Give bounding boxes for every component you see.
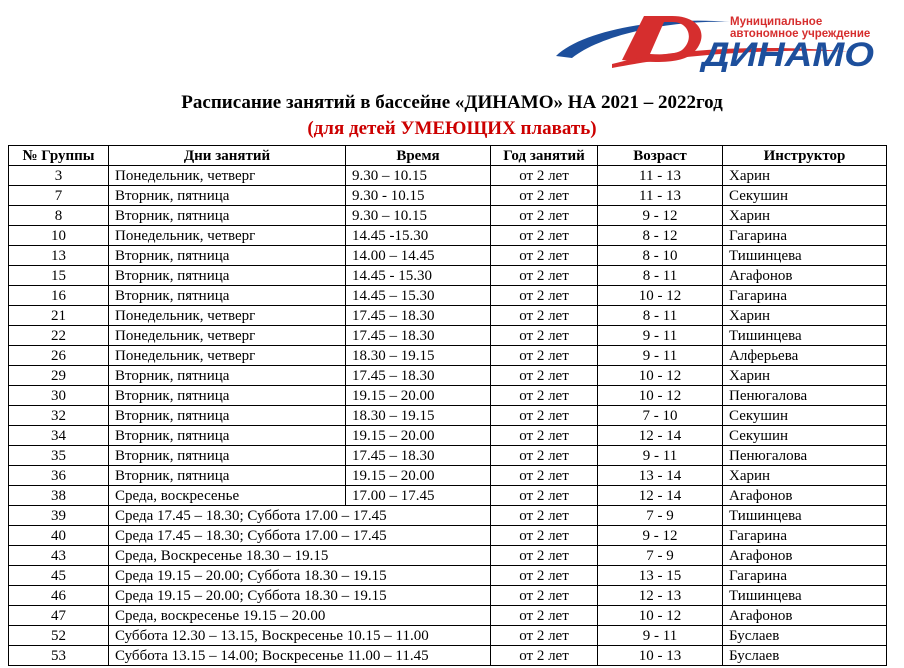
table-row xyxy=(9,506,887,526)
cell-age: 7 - 10 xyxy=(598,406,723,426)
cell-instructor: Харин xyxy=(723,206,887,226)
table-row xyxy=(9,346,887,366)
cell-instructor: Секушин xyxy=(723,186,887,206)
cell-instructor: Харин xyxy=(723,366,887,386)
cell-age: 9 - 12 xyxy=(598,526,723,546)
cell-time: 17.45 – 18.30 xyxy=(346,446,491,466)
cell-days: Вторник, пятница xyxy=(109,206,346,226)
cell-group: 53 xyxy=(9,646,109,666)
cell-time: 14.45 - 15.30 xyxy=(346,266,491,286)
cell-year: от 2 лет xyxy=(491,406,598,426)
cell-age: 8 - 11 xyxy=(598,266,723,286)
table-row xyxy=(9,546,887,566)
cell-age: 9 - 11 xyxy=(598,626,723,646)
cell-age: 10 - 12 xyxy=(598,606,723,626)
cell-instructor: Буслаев xyxy=(723,626,887,646)
table-row xyxy=(9,366,887,386)
cell-days: Вторник, пятница xyxy=(109,446,346,466)
table-row xyxy=(9,446,887,466)
dinamo-logo-graphic xyxy=(552,8,882,72)
cell-instructor: Агафонов xyxy=(723,486,887,506)
cell-group: 34 xyxy=(9,426,109,446)
cell-group: 16 xyxy=(9,286,109,306)
table-row xyxy=(9,326,887,346)
cell-time: 17.45 – 18.30 xyxy=(346,306,491,326)
cell-year: от 2 лет xyxy=(491,246,598,266)
cell-group: 47 xyxy=(9,606,109,626)
table-row xyxy=(9,626,887,646)
column-header-days: Дни занятий xyxy=(109,146,346,166)
cell-days: Вторник, пятница xyxy=(109,466,346,486)
cell-year: от 2 лет xyxy=(491,266,598,286)
cell-age: 9 - 11 xyxy=(598,346,723,366)
cell-instructor: Секушин xyxy=(723,406,887,426)
table-row xyxy=(9,386,887,406)
cell-age: 8 - 10 xyxy=(598,246,723,266)
cell-instructor: Секушин xyxy=(723,426,887,446)
cell-year: от 2 лет xyxy=(491,546,598,566)
cell-age: 12 - 14 xyxy=(598,486,723,506)
cell-instructor: Тишинцева xyxy=(723,326,887,346)
cell-group: 46 xyxy=(9,586,109,606)
cell-group: 3 xyxy=(9,166,109,186)
cell-group: 32 xyxy=(9,406,109,426)
cell-instructor: Гагарина xyxy=(723,226,887,246)
cell-days: Понедельник, четверг xyxy=(109,326,346,346)
cell-days: Среда 17.45 – 18.30; Суббота 17.00 – 17.45 xyxy=(109,526,491,546)
cell-days: Вторник, пятница xyxy=(109,366,346,386)
cell-year: от 2 лет xyxy=(491,586,598,606)
cell-days: Вторник, пятница xyxy=(109,426,346,446)
cell-year: от 2 лет xyxy=(491,386,598,406)
cell-days: Суббота 12.30 – 13.15, Воскресенье 10.15 – 11.00 xyxy=(109,626,491,646)
cell-year: от 2 лет xyxy=(491,606,598,626)
cell-time: 19.15 – 20.00 xyxy=(346,426,491,446)
cell-days: Среда 19.15 – 20.00; Суббота 18.30 – 19.15 xyxy=(109,566,491,586)
table-row xyxy=(9,226,887,246)
cell-instructor: Пенюгалова xyxy=(723,386,887,406)
table-row xyxy=(9,586,887,606)
cell-age: 9 - 11 xyxy=(598,446,723,466)
cell-instructor: Тишинцева xyxy=(723,246,887,266)
cell-group: 8 xyxy=(9,206,109,226)
cell-days: Суббота 13.15 – 14.00; Воскресенье 11.00 – 11.45 xyxy=(109,646,491,666)
cell-group: 45 xyxy=(9,566,109,586)
logo-org-line1: Муниципальное xyxy=(730,16,823,28)
logo-org-line2: автономное учреждение xyxy=(730,28,871,40)
column-header-year: Год занятий xyxy=(491,146,598,166)
cell-days: Вторник, пятница xyxy=(109,406,346,426)
cell-days: Понедельник, четверг xyxy=(109,226,346,246)
cell-time: 17.45 – 18.30 xyxy=(346,366,491,386)
cell-instructor: Алферьева xyxy=(723,346,887,366)
cell-age: 13 - 14 xyxy=(598,466,723,486)
cell-time: 19.15 – 20.00 xyxy=(346,386,491,406)
logo-name: ДИНАМО xyxy=(698,36,874,72)
cell-instructor: Гагарина xyxy=(723,566,887,586)
cell-group: 30 xyxy=(9,386,109,406)
cell-time: 17.00 – 17.45 xyxy=(346,486,491,506)
column-header-group: № Группы xyxy=(9,146,109,166)
cell-days: Вторник, пятница xyxy=(109,266,346,286)
cell-days: Вторник, пятница xyxy=(109,246,346,266)
cell-instructor: Тишинцева xyxy=(723,506,887,526)
cell-time: 18.30 – 19.15 xyxy=(346,346,491,366)
cell-instructor: Пенюгалова xyxy=(723,446,887,466)
cell-age: 13 - 15 xyxy=(598,566,723,586)
cell-days: Среда, Воскресенье 18.30 – 19.15 xyxy=(109,546,491,566)
cell-days: Понедельник, четверг xyxy=(109,306,346,326)
table-row xyxy=(9,286,887,306)
cell-group: 29 xyxy=(9,366,109,386)
table-header-row xyxy=(9,146,887,166)
cell-year: от 2 лет xyxy=(491,186,598,206)
cell-group: 26 xyxy=(9,346,109,366)
schedule-table xyxy=(8,145,887,666)
table-row xyxy=(9,486,887,506)
cell-instructor: Тишинцева xyxy=(723,586,887,606)
cell-year: от 2 лет xyxy=(491,626,598,646)
cell-year: от 2 лет xyxy=(491,206,598,226)
table-row xyxy=(9,566,887,586)
cell-year: от 2 лет xyxy=(491,466,598,486)
cell-time: 9.30 – 10.15 xyxy=(346,166,491,186)
cell-time: 9.30 – 10.15 xyxy=(346,206,491,226)
cell-year: от 2 лет xyxy=(491,446,598,466)
cell-year: от 2 лет xyxy=(491,566,598,586)
cell-year: от 2 лет xyxy=(491,306,598,326)
table-row xyxy=(9,186,887,206)
cell-time: 18.30 – 19.15 xyxy=(346,406,491,426)
cell-days: Понедельник, четверг xyxy=(109,166,346,186)
table-row xyxy=(9,166,887,186)
cell-time: 14.00 – 14.45 xyxy=(346,246,491,266)
cell-age: 11 - 13 xyxy=(598,166,723,186)
cell-days: Вторник, пятница xyxy=(109,386,346,406)
cell-year: от 2 лет xyxy=(491,646,598,666)
cell-group: 52 xyxy=(9,626,109,646)
cell-group: 35 xyxy=(9,446,109,466)
page-title: Расписание занятий в бассейне «ДИНАМО» НА 2021 – 2022год xyxy=(181,92,723,113)
column-header-time: Время xyxy=(346,146,491,166)
cell-days: Среда 19.15 – 20.00; Суббота 18.30 – 19.15 xyxy=(109,586,491,606)
dinamo-logo xyxy=(552,8,882,72)
cell-instructor: Харин xyxy=(723,166,887,186)
cell-days: Вторник, пятница xyxy=(109,286,346,306)
cell-age: 12 - 13 xyxy=(598,586,723,606)
cell-age: 10 - 13 xyxy=(598,646,723,666)
cell-age: 9 - 12 xyxy=(598,206,723,226)
table-row xyxy=(9,266,887,286)
cell-time: 14.45 – 15.30 xyxy=(346,286,491,306)
cell-instructor: Агафонов xyxy=(723,546,887,566)
cell-time: 9.30 - 10.15 xyxy=(346,186,491,206)
table-row xyxy=(9,406,887,426)
cell-instructor: Харин xyxy=(723,466,887,486)
table-row xyxy=(9,246,887,266)
cell-age: 8 - 11 xyxy=(598,306,723,326)
cell-group: 22 xyxy=(9,326,109,346)
table-row xyxy=(9,306,887,326)
cell-age: 7 - 9 xyxy=(598,546,723,566)
cell-instructor: Харин xyxy=(723,306,887,326)
cell-group: 13 xyxy=(9,246,109,266)
column-header-instructor: Инструктор xyxy=(723,146,887,166)
cell-instructor: Гагарина xyxy=(723,526,887,546)
cell-year: от 2 лет xyxy=(491,346,598,366)
cell-time: 17.45 – 18.30 xyxy=(346,326,491,346)
table-row xyxy=(9,206,887,226)
cell-group: 15 xyxy=(9,266,109,286)
cell-group: 7 xyxy=(9,186,109,206)
cell-group: 36 xyxy=(9,466,109,486)
cell-year: от 2 лет xyxy=(491,166,598,186)
cell-age: 10 - 12 xyxy=(598,366,723,386)
cell-year: от 2 лет xyxy=(491,426,598,446)
cell-group: 38 xyxy=(9,486,109,506)
cell-group: 21 xyxy=(9,306,109,326)
cell-group: 39 xyxy=(9,506,109,526)
cell-days: Среда 17.45 – 18.30; Суббота 17.00 – 17.45 xyxy=(109,506,491,526)
table-row xyxy=(9,526,887,546)
cell-group: 10 xyxy=(9,226,109,246)
cell-year: от 2 лет xyxy=(491,526,598,546)
table-row xyxy=(9,466,887,486)
cell-year: от 2 лет xyxy=(491,366,598,386)
cell-year: от 2 лет xyxy=(491,486,598,506)
page-subtitle: (для детей УМЕЮЩИХ плавать) xyxy=(307,118,597,139)
cell-time: 14.45 -15.30 xyxy=(346,226,491,246)
schedule-body xyxy=(9,166,887,666)
cell-days: Вторник, пятница xyxy=(109,186,346,206)
cell-days: Среда, воскресенье 19.15 – 20.00 xyxy=(109,606,491,626)
cell-group: 40 xyxy=(9,526,109,546)
table-row xyxy=(9,426,887,446)
cell-age: 8 - 12 xyxy=(598,226,723,246)
cell-age: 10 - 12 xyxy=(598,286,723,306)
cell-days: Понедельник, четверг xyxy=(109,346,346,366)
cell-year: от 2 лет xyxy=(491,226,598,246)
table-row xyxy=(9,606,887,626)
cell-time: 19.15 – 20.00 xyxy=(346,466,491,486)
column-header-age: Возраст xyxy=(598,146,723,166)
cell-age: 9 - 11 xyxy=(598,326,723,346)
cell-instructor: Агафонов xyxy=(723,606,887,626)
cell-group: 43 xyxy=(9,546,109,566)
cell-year: от 2 лет xyxy=(491,286,598,306)
cell-age: 12 - 14 xyxy=(598,426,723,446)
cell-instructor: Агафонов xyxy=(723,266,887,286)
cell-age: 10 - 12 xyxy=(598,386,723,406)
cell-days: Среда, воскресенье xyxy=(109,486,346,506)
cell-age: 11 - 13 xyxy=(598,186,723,206)
cell-year: от 2 лет xyxy=(491,326,598,346)
cell-instructor: Буслаев xyxy=(723,646,887,666)
cell-age: 7 - 9 xyxy=(598,506,723,526)
cell-year: от 2 лет xyxy=(491,506,598,526)
cell-instructor: Гагарина xyxy=(723,286,887,306)
table-row xyxy=(9,646,887,666)
